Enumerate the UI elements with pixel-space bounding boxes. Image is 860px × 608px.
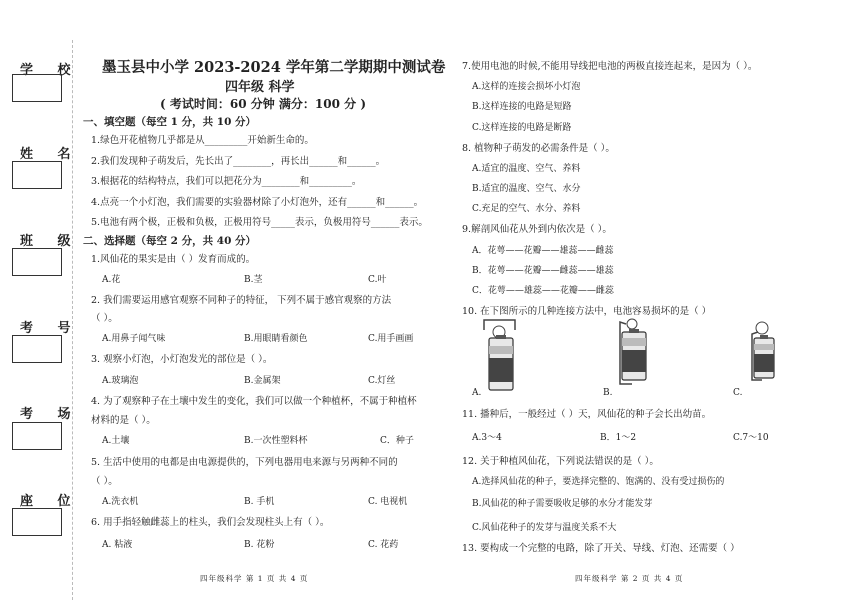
q5-option-a[interactable]: A.洗衣机 xyxy=(102,497,139,507)
exam-room-label: 考 场 xyxy=(20,407,81,422)
choice-question-6: 6. 用手指轻触雌蕊上的柱头，我们会发现柱头上有（ ）。 xyxy=(91,517,330,528)
exam-number-label: 考 号 xyxy=(20,321,81,336)
q11-option-c[interactable]: C.7～10 xyxy=(733,433,769,443)
exam-number-field[interactable] xyxy=(12,335,62,363)
q6-option-b[interactable]: B. 花粉 xyxy=(244,540,275,550)
q8-option-b[interactable]: B.适宜的温度、空气、水分 xyxy=(472,184,581,194)
choice-question-8: 8. 植物种子萌发的必需条件是（ ）。 xyxy=(462,143,615,154)
fill-question-4: 4.点亮一个小灯泡，我们需要的实验器材除了小灯泡外，还有______和______。 xyxy=(91,197,424,208)
q2-option-a[interactable]: A.用鼻子闻气味 xyxy=(102,334,166,344)
exam-info: ( 考试时间：60 分钟 满分：100 分 ) xyxy=(160,97,366,111)
choice-question-12: 12. 关于种植风仙花，下列说法错误的是（ ）。 xyxy=(462,456,659,467)
name-field[interactable] xyxy=(12,161,62,189)
q3-option-b[interactable]: B.金属架 xyxy=(244,376,281,386)
choice-question-9: 9.解剖风仙花从外到内依次是（ ）。 xyxy=(462,224,612,235)
choice-question-5: 5. 生活中使用的电都是由电源提供的，下列电器用电来源与另两种不同的 xyxy=(91,457,398,468)
circuit-diagram-a xyxy=(475,318,535,398)
q8-option-c[interactable]: C.充足的空气、水分、养料 xyxy=(472,204,581,214)
choice-question-4-cont: 材料的是（ ）。 xyxy=(91,415,156,426)
fill-question-5: 5.电池有两个极，正极和负极，正极用符号_____表示，负极用符号______表示。 xyxy=(91,217,428,228)
choice-question-5-cont: （ ）。 xyxy=(91,476,118,487)
q9-option-c[interactable]: C．花萼——雄蕊——花瓣——雌蕊 xyxy=(472,286,614,296)
q3-option-a[interactable]: A.玻璃泡 xyxy=(102,376,139,386)
q8-option-a[interactable]: A.适宜的温度、空气、养料 xyxy=(472,164,581,174)
fill-question-2: 2.我们发现种子萌发后，先长出了________，再长出______和______。 xyxy=(91,156,386,167)
q4-option-a[interactable]: A.土壤 xyxy=(102,436,130,446)
choice-question-2-cont: （ ）。 xyxy=(91,313,118,324)
class-label: 班 级 xyxy=(20,234,81,249)
school-label: 学 校 xyxy=(20,63,81,78)
q12-option-b[interactable]: B.风仙花的种子需要吸收足够的水分才能发芽 xyxy=(472,499,653,509)
q7-option-c[interactable]: C.这样连接的电路是断路 xyxy=(472,123,572,133)
choice-question-13: 13. 要构成一个完整的电路，除了开关、导线、灯泡、还需要（ ） xyxy=(462,543,740,554)
choice-question-1: 1.风仙花的果实是由（ ）发育而成的。 xyxy=(91,254,256,265)
seat-label: 座 位 xyxy=(20,494,81,509)
fill-question-3: 3.根据花的结构特点，我们可以把花分为________和_________。 xyxy=(91,176,362,187)
q11-option-a[interactable]: A.3～4 xyxy=(472,433,502,443)
q10-option-a[interactable]: A. xyxy=(472,388,482,398)
q9-option-b[interactable]: B．花萼——花瓣——雌蕊——雄蕊 xyxy=(472,266,614,276)
q12-option-c[interactable]: C.风仙花种子的发芽与温度关系不大 xyxy=(472,523,617,533)
choice-question-7: 7.使用电池的时候,不能用导线把电池的两极直接连起来，是因为（ ）。 xyxy=(462,61,758,72)
name-label: 姓 名 xyxy=(20,147,81,162)
q10-option-c[interactable]: C. xyxy=(733,388,743,398)
choice-question-3: 3. 观察小灯泡，小灯泡发光的部位是（ ）。 xyxy=(91,354,273,365)
q4-option-c[interactable]: C．种子 xyxy=(380,436,414,446)
class-field[interactable] xyxy=(12,248,62,276)
choice-question-10: 10. 在下图所示的几种连接方法中，电池容易损坏的是（ ） xyxy=(462,306,712,317)
exam-title: 墨玉县中小学 2023-2024 学年第二学期期中测试卷 xyxy=(102,59,446,76)
circuit-diagram-c xyxy=(740,320,786,384)
q2-option-b[interactable]: B.用眼睛看颜色 xyxy=(244,334,308,344)
page-footer-right: 四年级科学 第 2 页 共 4 页 xyxy=(575,574,684,583)
binding-line xyxy=(72,40,73,600)
q9-option-a[interactable]: A．花萼——花瓣——雄蕊——雌蕊 xyxy=(472,246,614,256)
q1-option-a[interactable]: A.花 xyxy=(102,275,121,285)
fill-question-1: 1.绿色开花植物几乎都是从_________开始新生命的。 xyxy=(91,135,314,146)
q6-option-c[interactable]: C. 花药 xyxy=(368,540,399,550)
q2-option-c[interactable]: C.用手画画 xyxy=(368,334,414,344)
page-footer-left: 四年级科学 第 1 页 共 4 页 xyxy=(200,574,309,583)
q5-option-b[interactable]: B. 手机 xyxy=(244,497,275,507)
section2-heading: 二、选择题（每空 2 分，共 40 分） xyxy=(83,235,257,247)
q12-option-a[interactable]: A.选择风仙花的种子，要选择完整的、饱满的、没有受过损伤的 xyxy=(472,477,725,487)
exam-subtitle: 四年级 科学 xyxy=(225,80,295,95)
choice-question-2: 2. 我们需要运用感官观察不同种子的特征， 下列不属于感官观察的方法 xyxy=(91,295,392,306)
section1-heading: 一、填空题（每空 1 分，共 10 分） xyxy=(83,116,257,128)
q6-option-a[interactable]: A. 粘液 xyxy=(102,540,133,550)
q1-option-c[interactable]: C.叶 xyxy=(368,275,387,285)
q11-option-b[interactable]: B．1～2 xyxy=(600,433,637,443)
q7-option-b[interactable]: B.这样连接的电路是短路 xyxy=(472,102,572,112)
q4-option-b[interactable]: B.一次性塑料杯 xyxy=(244,436,308,446)
circuit-diagram-b xyxy=(610,318,660,390)
seat-field[interactable] xyxy=(12,508,62,536)
q3-option-c[interactable]: C.灯丝 xyxy=(368,376,396,386)
q1-option-b[interactable]: B.茎 xyxy=(244,275,263,285)
choice-question-4: 4. 为了观察种子在土壤中发生的变化，我们可以做一个种植杯，不属于种植杯 xyxy=(91,396,417,407)
q5-option-c[interactable]: C. 电视机 xyxy=(368,497,408,507)
q7-option-a[interactable]: A.这样的连接会损坏小灯泡 xyxy=(472,82,581,92)
choice-question-11: 11. 播种后，一般经过（ ）天，风仙花的种子会长出幼苗。 xyxy=(462,409,712,420)
exam-room-field[interactable] xyxy=(12,422,62,450)
q10-option-b[interactable]: B. xyxy=(603,388,613,398)
school-field[interactable] xyxy=(12,74,62,102)
